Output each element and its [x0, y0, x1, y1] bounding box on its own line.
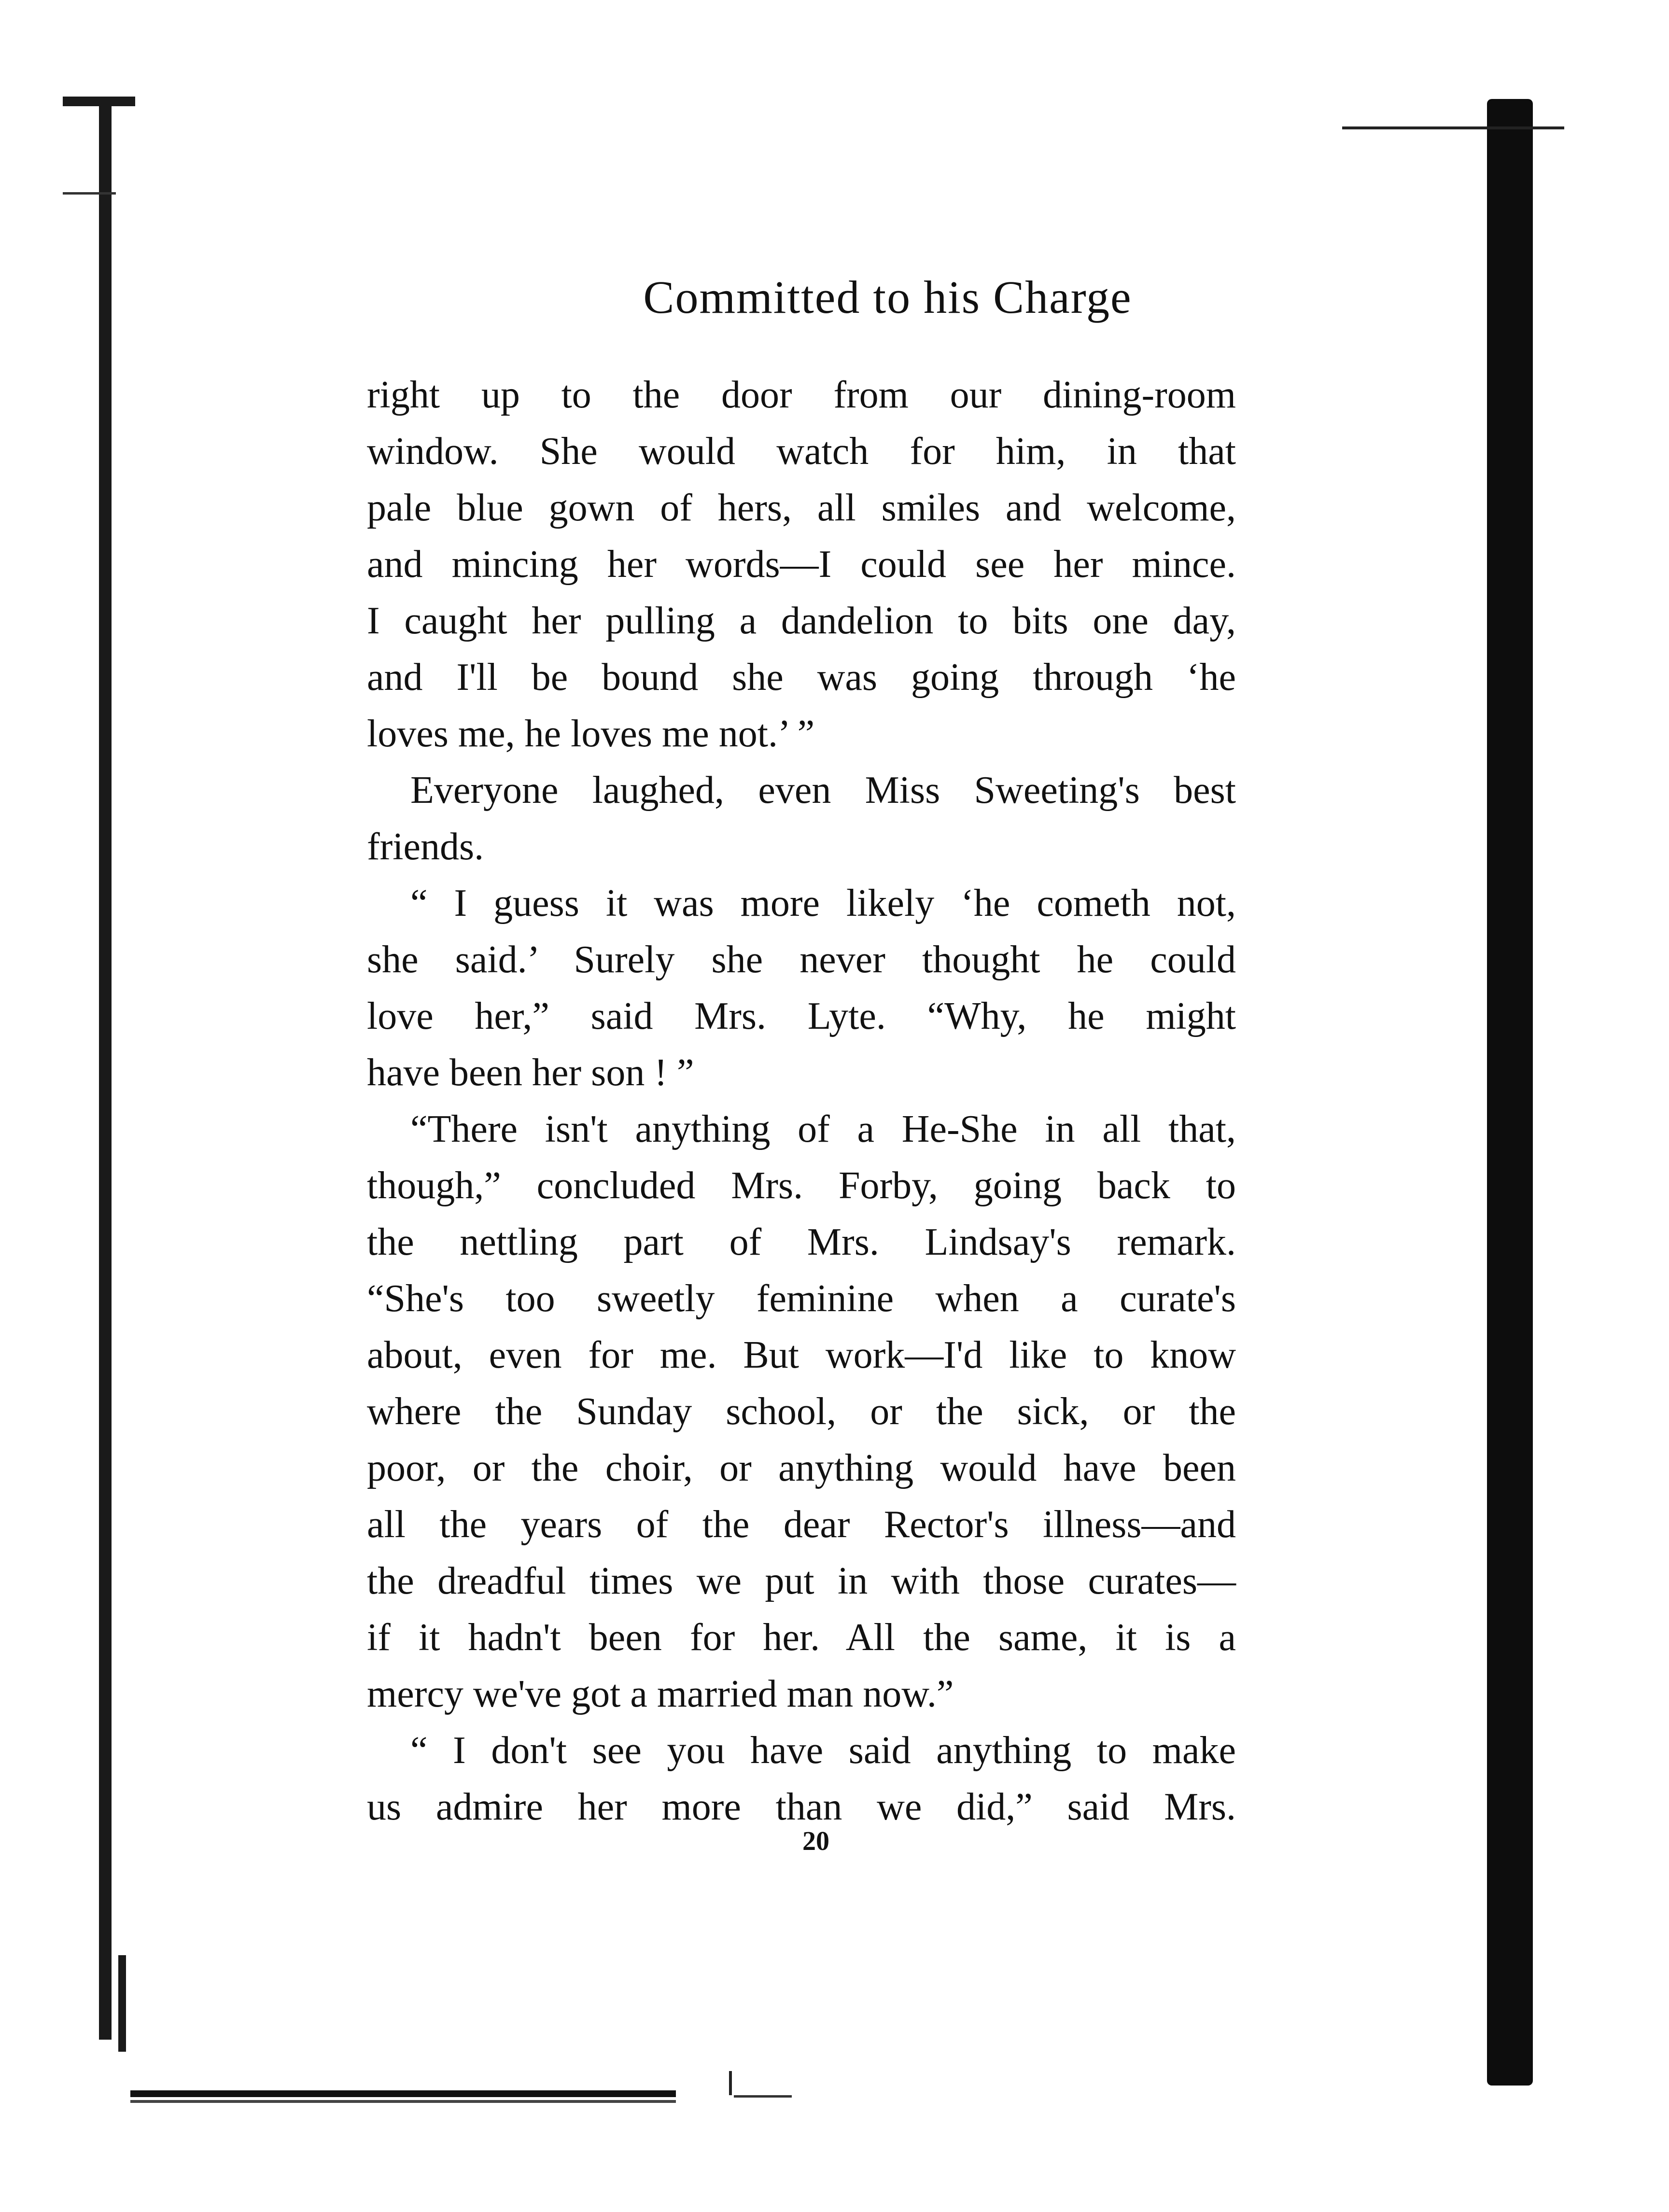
text-line: “She's too sweetly feminine when a curate's [367, 1277, 1236, 1320]
text-line: “There isn't anything of a He-She in all that, [410, 1108, 1236, 1150]
page-number: 20 [802, 1826, 829, 1856]
text-line: friends. [367, 826, 484, 868]
text-line: right up to the door from our dining-room [367, 374, 1236, 416]
text-line: poor, or the choir, or anything would have been [367, 1447, 1236, 1489]
scan-edge-left [99, 99, 112, 2040]
scan-mark-bottom [729, 2071, 732, 2095]
text-line: and mincing her words—I could see her mince. [367, 543, 1236, 586]
text-line: us admire her more than we did,” said Mrs. [367, 1786, 1236, 1828]
text-line: pale blue gown of hers, all smiles and welcome, [367, 487, 1236, 529]
text-line: about, even for me. But work—I'd like to know [367, 1334, 1236, 1376]
text-line: all the years of the dear Rector's illness—and [367, 1503, 1236, 1546]
text-line: the nettling part of Mrs. Lindsay's remark. [367, 1221, 1236, 1263]
scan-edge-bottom-shadow [130, 2100, 676, 2103]
scan-mark-bottom-line [734, 2095, 792, 2098]
text-line: “ I guess it was more likely ‘he cometh not, [410, 882, 1236, 924]
text-line: she said.’ Surely she never thought he could [367, 938, 1236, 981]
running-head: Committed to his Charge [643, 271, 1132, 323]
scan-edge-right-top [1342, 126, 1564, 129]
text-line: where the Sunday school, or the sick, or the [367, 1390, 1236, 1433]
text-line: I caught her pulling a dandelion to bits one day, [367, 600, 1236, 642]
text-line: “ I don't see you have said anything to make [410, 1729, 1236, 1772]
scan-edge-right [1487, 99, 1533, 2086]
scan-edge-bottom [130, 2090, 676, 2097]
text-line: and I'll be bound she was going through ‘he [367, 656, 1236, 699]
scan-edge-left-top [63, 97, 135, 106]
text-line: mercy we've got a married man now.” [367, 1673, 954, 1715]
scan-edge-left-lower [118, 1955, 126, 2052]
text-line: the dreadful times we put in with those curates— [367, 1560, 1236, 1602]
body-text [367, 367, 1236, 1835]
text-line: though,” concluded Mrs. Forby, going back to [367, 1164, 1236, 1207]
text-line: if it hadn't been for her. All the same, it is a [367, 1616, 1236, 1659]
text-line: loves me, he loves me not.’ ” [367, 713, 815, 755]
text-line: Everyone laughed, even Miss Sweeting's best [410, 769, 1236, 812]
text-line: love her,” said Mrs. Lyte. “Why, he might [367, 995, 1236, 1037]
text-line: window. She would watch for him, in that [367, 430, 1236, 473]
scan-edge-left-tick [63, 192, 116, 195]
text-line: have been her son ! ” [367, 1051, 694, 1094]
